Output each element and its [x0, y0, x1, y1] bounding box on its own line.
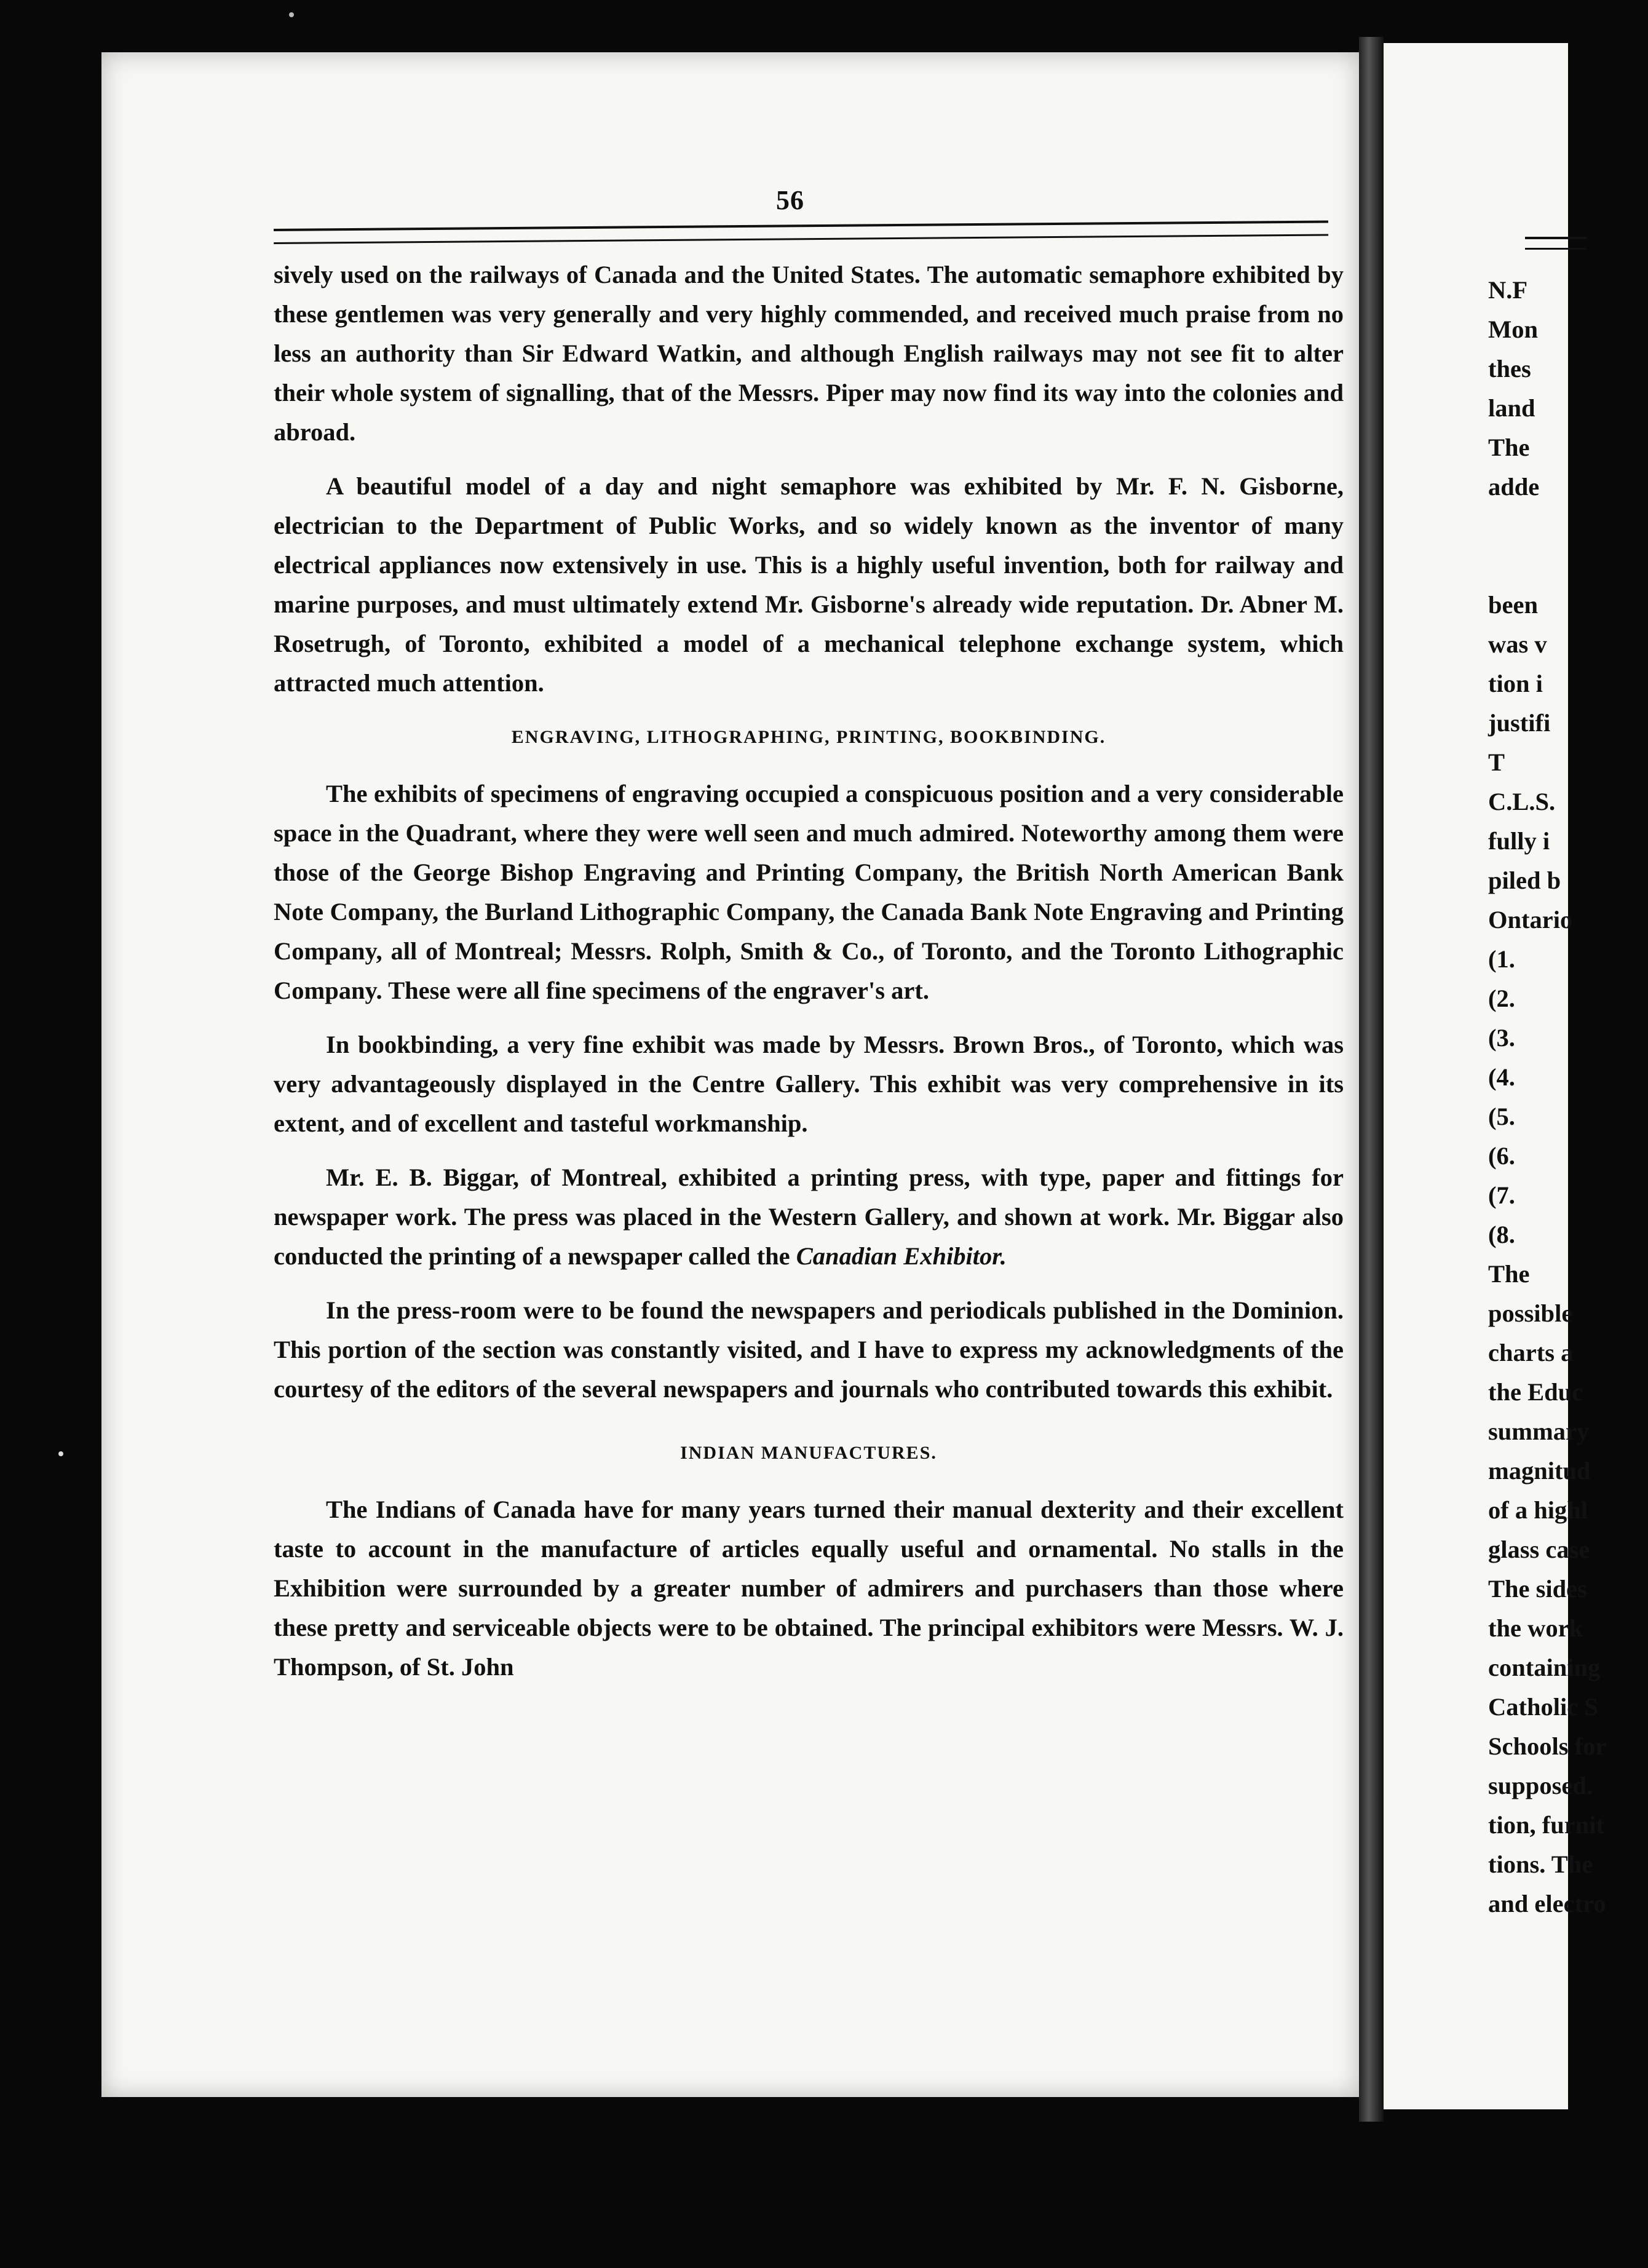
facing-page-line: thes	[1488, 355, 1531, 383]
facing-page-line: The sides	[1488, 1575, 1587, 1603]
facing-page-line: justifi	[1488, 709, 1551, 737]
facing-page-line: The	[1488, 434, 1530, 461]
facing-page-line: (1.	[1488, 945, 1515, 973]
facing-page-line: land	[1488, 394, 1535, 422]
book-gutter	[1359, 37, 1384, 2122]
facing-page-line: Ontario	[1488, 906, 1573, 934]
facing-page-line	[1488, 546, 1648, 585]
facing-page-line: summary	[1488, 1418, 1590, 1445]
paragraph-press-room: In the press-room were to be found the newspapers and periodicals published in the Dominion. This portion of the section was constantly visited, and I have to express my acknowledgments of the courtesy of the editors of the several newspapers and journals who contributed towards this exhibit.	[274, 1296, 1344, 1403]
facing-page-line: was v	[1488, 630, 1547, 658]
facing-page-line: the Educ	[1488, 1378, 1583, 1406]
facing-page-line: tion i	[1488, 670, 1543, 697]
facing-page-line: (5.	[1488, 1103, 1515, 1130]
facing-page-line: magnitud	[1488, 1457, 1591, 1485]
facing-page-line	[1488, 507, 1648, 546]
main-text	[274, 255, 1344, 1702]
facing-page-line: (8.	[1488, 1221, 1515, 1248]
paragraph-engraving: The exhibits of specimens of engraving occupied a conspicuous position and a very considerable space in the Quadrant, where they were well seen and much admired. Noteworthy among them were those of the George Bishop Engraving and Printing Company, the British North American Bank Note Company, the Burland Lithographic Company, the Canada Bank Note Engraving and Printing Company, all of Montreal; Messrs. Rolph, Smith & Co., of Toronto, and the Toronto Lithographic Company. These were all fine specimens of the engraver's art.	[274, 780, 1344, 1004]
facing-page-line: containing	[1488, 1654, 1601, 1681]
paragraph-printing-press	[274, 1158, 1344, 1276]
facing-page-line: glass case	[1488, 1536, 1590, 1563]
paragraph-gisborne: A beautiful model of a day and night semaphore was exhibited by Mr. F. N. Gisborne, electrician to the Department of Public Works, and so widely known as the inventor of many electrical appliances now extensively in use. This is a highly useful invention, both for railway and marine purposes, and must ultimately extend Mr. Gisborne's already wide reputation. Dr. Abner M. Rosetrugh, of Toronto, exhibited a model of a mechanical telephone exchange system, which attracted much attention.	[274, 472, 1344, 697]
section-heading-indian: INDIAN MANUFACTURES.	[680, 1443, 937, 1463]
facing-page-line: adde	[1488, 473, 1540, 501]
scan-speck	[58, 1451, 63, 1456]
facing-page-line: fully i	[1488, 827, 1550, 855]
facing-page-line: tion, furnit	[1488, 1811, 1605, 1839]
scan-speck	[289, 12, 294, 17]
facing-page-line: (4.	[1488, 1063, 1515, 1091]
facing-page-line: (3.	[1488, 1024, 1515, 1052]
section-heading-engraving: ENGRAVING, LITHOGRAPHING, PRINTING, BOOKBINDING.	[511, 727, 1106, 747]
facing-page-line: charts a	[1488, 1339, 1574, 1366]
facing-header-rule	[1525, 237, 1587, 250]
facing-page-line: (2.	[1488, 985, 1515, 1012]
facing-page-line: possible	[1488, 1299, 1573, 1327]
facing-page-line: tions. The	[1488, 1850, 1593, 1878]
facing-page-line: The	[1488, 1260, 1530, 1288]
facing-page-line: Schools for	[1488, 1732, 1607, 1760]
facing-page-line: supposed.	[1488, 1772, 1593, 1799]
facing-page-line: (6.	[1488, 1142, 1515, 1170]
facing-page-line: N.F	[1488, 276, 1528, 304]
facing-page-line: and electro	[1488, 1890, 1606, 1917]
page-number: 56	[776, 185, 804, 215]
facing-page-line: the work	[1488, 1614, 1583, 1642]
paragraph-indian-manufactures: The Indians of Canada have for many years turned their manual dexterity and their excellent taste to account in the manufacture of articles equally useful and ornamental. No stalls in the Exhibition were surrounded by a greater number of admirers and purchasers than those where these pretty and serviceable objects were to be obtained. The principal exhibitors were Messrs. W. J. Thompson, of St. John	[274, 1496, 1344, 1681]
paragraph-bookbinding: In bookbinding, a very fine exhibit was made by Messrs. Brown Bros., of Toronto, which was very advantageously displayed in the Centre Gallery. This exhibit was very comprehensive in its extent, and of excellent and tasteful workmanship.	[274, 1031, 1344, 1137]
printing-press-text: Mr. E. B. Biggar, of Montreal, exhibited a printing press, with type, paper and fittings for newspaper work. The press was placed in the Western Gallery, and shown at work. Mr. Biggar also conducted the printing of a newspaper called the	[274, 1164, 1344, 1270]
facing-page-line: (7.	[1488, 1181, 1515, 1209]
facing-page-line: piled b	[1488, 866, 1561, 894]
facing-page-line: Catholic S	[1488, 1693, 1598, 1721]
facing-page-line: T	[1488, 748, 1505, 776]
facing-page-line: C.L.S.	[1488, 788, 1556, 815]
facing-page-line: Mon	[1488, 315, 1538, 343]
facing-page-line: of a highl	[1488, 1496, 1588, 1524]
newspaper-title: Canadian Exhibitor.	[796, 1242, 1007, 1270]
paragraph-semaphore-continued: sively used on the railways of Canada and the United States. The automatic semaphore exhibited by these gentlemen was very generally and very highly commended, and received much praise from no less an authority than Sir Edward Watkin, and although English railways may not see fit to alter their whole system of signalling, that of the Messrs. Piper may now find its way into the colonies and abroad.	[274, 261, 1344, 446]
facing-page-line: been	[1488, 591, 1538, 619]
facing-page-text	[1488, 271, 1648, 1924]
